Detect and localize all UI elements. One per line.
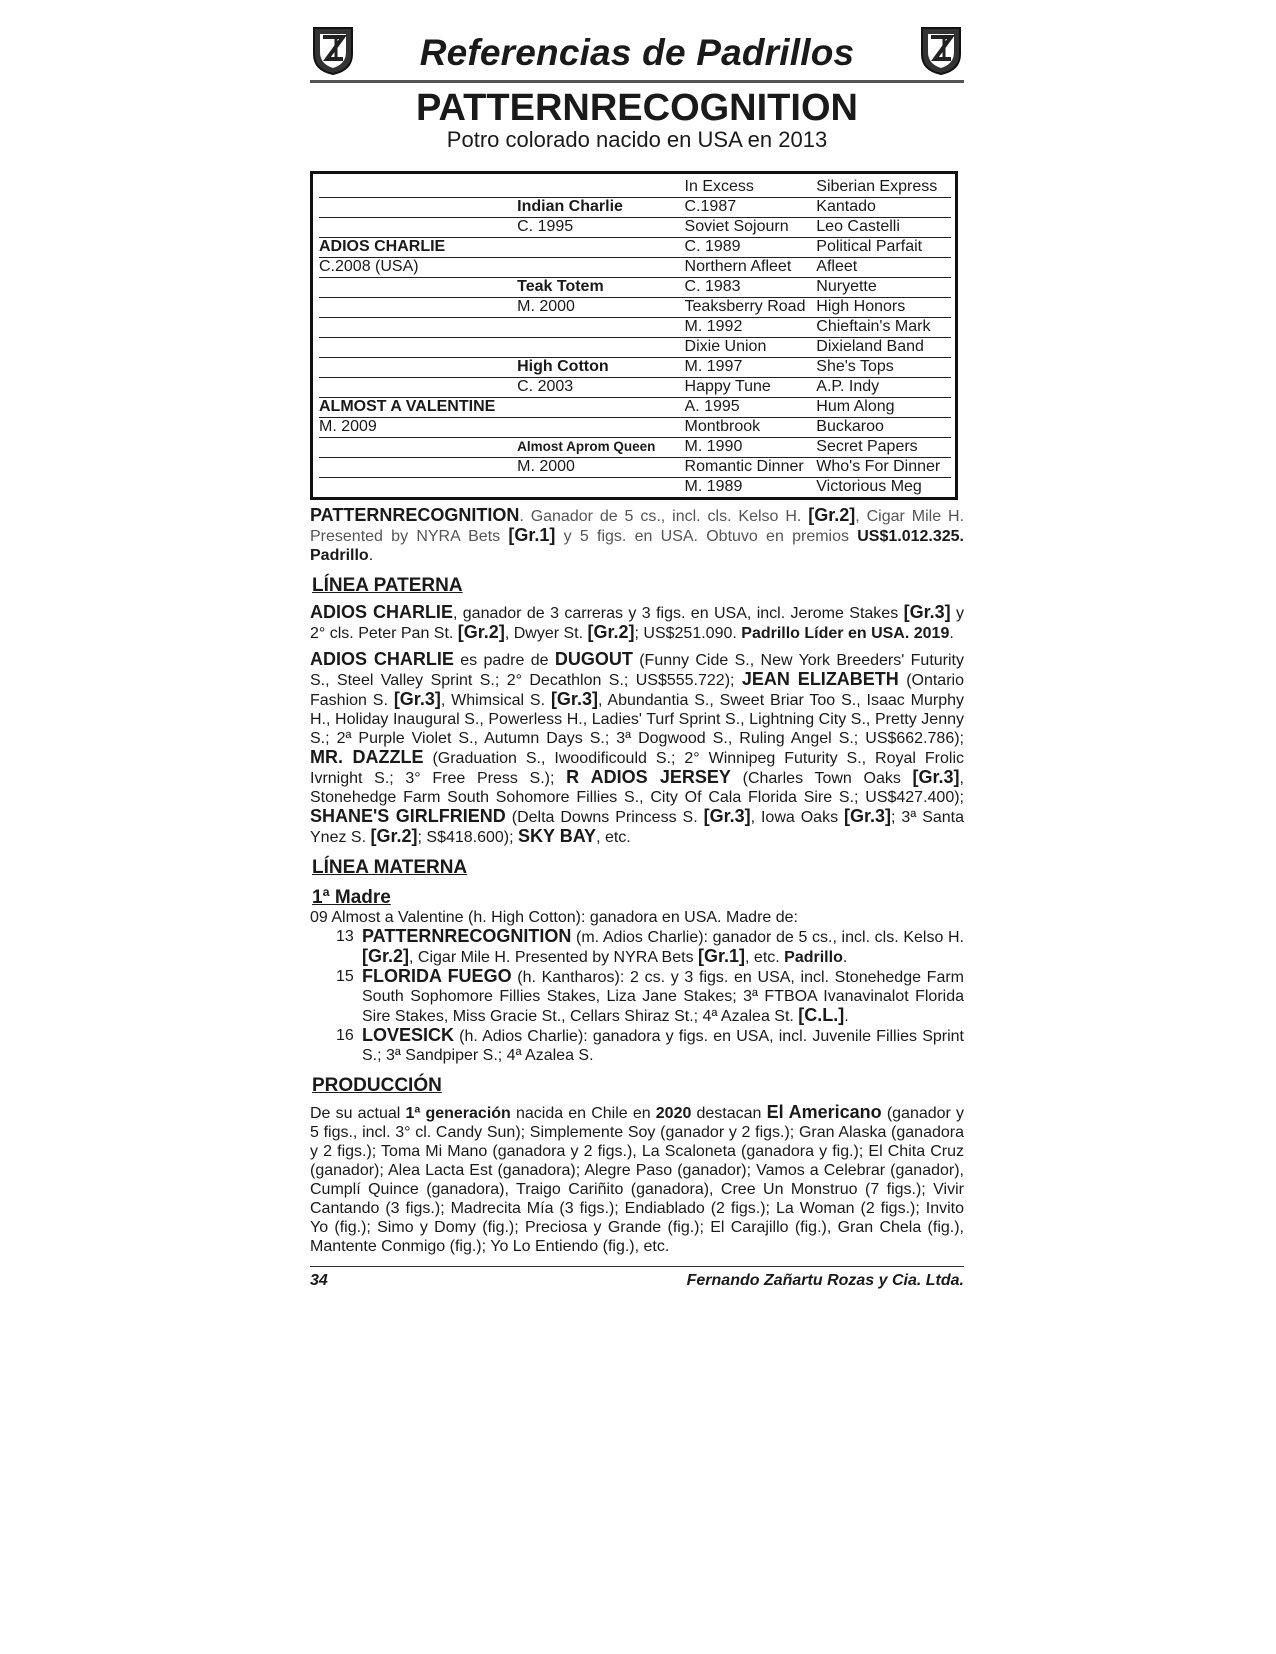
pedigree-cell — [517, 418, 684, 437]
pedigree-table — [310, 171, 958, 500]
pedigree-cell — [319, 178, 517, 197]
pedigree-cell: Indian Charlie — [517, 198, 623, 215]
pedigree-cell: Secret Papers — [816, 438, 918, 455]
text-run: y 2° cls. Peter Pan St. — [310, 605, 964, 642]
pedigree-cell: Montbrook — [684, 418, 761, 435]
offspring-name: SHANE'S GIRLFRIEND — [310, 806, 506, 826]
offspring-name: SKY BAY — [518, 826, 597, 846]
publisher: Fernando Zañartu Rozas y Cia. Ltda. — [686, 1272, 964, 1289]
grade-badge: [Gr.3] — [550, 689, 598, 709]
text-run: , ganador de 3 carreras y 3 figs. en USA, incl. Jerome Stakes — [452, 605, 904, 622]
grade-badge: [Gr.1] — [698, 946, 746, 966]
pedigree-cell: Siberian Express — [816, 178, 938, 195]
produccion-paragraph — [310, 1103, 964, 1256]
pedigree-row — [319, 358, 951, 378]
pedigree-cell: Teak Totem — [517, 278, 604, 295]
text-run: , Stonehedge Farm South Sohomore Fillies S., City Of Cala Florida Sire S.; US$427.400); — [310, 770, 964, 806]
pedigree-cell: Romantic Dinner — [684, 458, 804, 475]
pedigree-row — [319, 418, 951, 438]
pedigree-cell: Northern Afleet — [684, 258, 792, 275]
pedigree-cell: Political Parfait — [816, 238, 923, 255]
text-run: . — [368, 547, 374, 564]
offspring-name: DUGOUT — [554, 649, 633, 669]
pedigree-row — [319, 458, 951, 478]
pedigree-cell — [319, 318, 517, 337]
horse-name: PATTERNRECOGNITION — [416, 87, 858, 129]
offspring-entry — [336, 1026, 964, 1065]
pedigree-cell — [517, 238, 684, 257]
page-header-title: Referencias de Padrillos — [419, 32, 855, 73]
text-run: , etc. — [596, 829, 631, 846]
leader-note: Padrillo Líder en USA. 2019 — [741, 625, 950, 642]
pedigree-cell: C. 1995 — [517, 218, 574, 235]
offspring-entry — [336, 967, 964, 1026]
pedigree-cell — [319, 478, 517, 497]
text-run: y 5 figs. en USA. Obtuvo en premios — [555, 528, 858, 545]
pedigree-cell — [517, 178, 684, 197]
pedigree-cell — [319, 218, 517, 237]
madre-line: 09 Almost a Valentine (h. High Cotton): ganadora en USA. Madre de: — [310, 909, 798, 926]
pedigree-row — [319, 378, 951, 398]
text-run: destacan — [691, 1105, 767, 1122]
text-run: (ganador y 5 figs., incl. 3° cl. Candy Sun); Simplemente Soy (ganador y 2 figs.); Gran Alaska (ganadora y 2 figs.); Toma Mi Mano (ganadora y 2 figs.), La Scaloneta (ganadora y fig.); El Chita Cruz (ganador); Alea Lacta Est (ganadora); Alegre Paso (ganador); Vamos a Celebrar (ganador), Cumplí Quince (ganadora), Traigo Cariñito (ganadora), Cree Un Monstruo (7 figs.); Vivir Cantando (3 figs.); Madrecita Mía (3 figs.); Endiablado (2 figs.); La Woman (2 figs.); Invito Yo (fig.); Simo y Domy (fig.); Preciosa y Grande (fig.); El Carajillo (fig.), Gran Chela (fig.), Mantente Conmigo (fig.); Yo Lo Entiendo (fig.), etc. — [310, 1105, 965, 1255]
text-run: es padre de — [453, 652, 555, 669]
pedigree-cell — [319, 458, 517, 477]
page-footer — [310, 1272, 964, 1290]
grade-badge: [C.L.] — [798, 1005, 845, 1025]
offspring-name: PATTERNRECOGNITION — [362, 926, 572, 946]
pedigree-cell — [517, 478, 684, 497]
pedigree-row — [319, 318, 951, 338]
pedigree-cell: High Honors — [816, 298, 906, 315]
offspring-name: El Americano — [766, 1102, 882, 1122]
text-run: . — [844, 1008, 849, 1025]
offspring-year: 16 — [336, 1027, 354, 1044]
pedigree-cell: Victorious Meg — [816, 478, 922, 495]
linea-paterna-p2 — [310, 650, 964, 847]
footer-divider — [310, 1266, 964, 1267]
grade-badge: [Gr.3] — [903, 602, 951, 622]
page-header — [310, 22, 964, 82]
pedigree-cell: M. 1990 — [684, 438, 743, 455]
section-heading-produccion: PRODUCCIÓN — [312, 1075, 442, 1096]
pedigree-cell: C.1987 — [684, 198, 737, 215]
horse-name-inline: PATTERNRECOGNITION — [310, 505, 520, 525]
pedigree-row — [319, 238, 951, 258]
pedigree-cell — [319, 198, 517, 217]
pedigree-cell: M. 1997 — [684, 358, 743, 375]
pedigree-row — [319, 278, 951, 298]
pedigree-cell: C. 1983 — [684, 278, 741, 295]
pedigree-cell: Kantado — [816, 198, 876, 215]
pedigree-cell — [319, 438, 517, 457]
grade-badge: [Gr.3] — [393, 689, 441, 709]
header-divider — [310, 80, 964, 83]
text-run: , Iowa Oaks — [750, 809, 845, 826]
grade-badge: [Gr.3] — [703, 806, 751, 826]
grade-badge: [Gr.1] — [508, 525, 556, 545]
text-run: (Funny Cide S., New York Breeders' Futurity S., Steel Valley Sprint S.; 2° Decathlon S.; US$555.722); — [310, 652, 964, 689]
text-run: . — [949, 625, 954, 642]
pedigree-cell: Dixieland Band — [816, 338, 924, 355]
pedigree-cell — [517, 338, 684, 357]
pedigree-cell: M. 1989 — [684, 478, 743, 495]
grade-badge: [Gr.2] — [370, 826, 418, 846]
sire-name: ADIOS CHARLIE — [310, 649, 454, 669]
text-run: . — [842, 949, 848, 966]
pedigree-row — [319, 198, 951, 218]
text-run: 1ª generación — [405, 1105, 511, 1122]
pedigree-cell: Who's For Dinner — [816, 458, 941, 475]
offspring-name: R ADIOS JERSEY — [566, 767, 731, 787]
pedigree-cell — [319, 358, 517, 377]
text-run: (Charles Town Oaks — [730, 770, 913, 787]
text-run: (Ontario Fashion S. — [310, 672, 964, 709]
pedigree-row — [319, 438, 951, 458]
summary-paragraph — [310, 506, 964, 565]
section-heading-linea-paterna: LÍNEA PATERNA — [312, 575, 463, 596]
pedigree-row — [319, 398, 951, 418]
pedigree-row — [319, 258, 951, 278]
grade-badge: [Gr.2] — [587, 622, 635, 642]
text-run: 2020 — [655, 1105, 692, 1122]
offspring-name: MR. DAZZLE — [310, 747, 424, 767]
offspring-entry — [336, 927, 964, 967]
grade-badge: [Gr.3] — [844, 806, 892, 826]
pedigree-cell — [517, 318, 684, 337]
horse-description: Potro colorado nacido en USA en 2013 — [446, 127, 828, 152]
linea-paterna-p1 — [310, 603, 964, 643]
pedigree-cell: She's Tops — [816, 358, 894, 375]
document-page — [310, 22, 964, 1290]
text-run: . Ganador de 5 cs., incl. cls. Kelso H. — [519, 508, 809, 525]
text-run: (Delta Downs Princess S. — [505, 809, 704, 826]
text-run: , Dwyer St. — [504, 625, 588, 642]
pedigree-cell — [319, 298, 517, 317]
pedigree-cell: M. 1992 — [684, 318, 743, 335]
pedigree-cell: Hum Along — [816, 398, 895, 415]
pedigree-cell: Buckaroo — [816, 418, 884, 435]
madre-heading: 1ª Madre — [312, 887, 391, 908]
pedigree-cell — [319, 378, 517, 397]
grade-badge: [Gr.2] — [808, 505, 856, 525]
earnings: US$1.012.325. Padrillo — [310, 528, 964, 564]
pedigree-cell: M. 2000 — [517, 298, 575, 315]
pedigree-cell: A.P. Indy — [816, 378, 880, 395]
text-run: , etc. — [745, 949, 785, 966]
pedigree-cell: M. 2000 — [517, 458, 575, 475]
pedigree-cell — [319, 278, 517, 297]
text-run: nacida en Chile en — [510, 1105, 656, 1122]
fz-shield-logo-icon — [918, 24, 964, 76]
pedigree-row — [319, 298, 951, 318]
offspring-name: JEAN ELIZABETH — [741, 669, 899, 689]
text-run: ; US$251.090. — [634, 625, 742, 642]
text-run: (h. Adios Charlie): ganadora y figs. en USA, incl. Juvenile Fillies Sprint S.; 3ª Sandpiper S.; 4ª Azalea S. — [362, 1028, 964, 1064]
pedigree-row — [319, 218, 951, 238]
pedigree-cell — [517, 398, 684, 417]
grade-badge: [Gr.2] — [362, 946, 410, 966]
text-run: , Cigar Mile H. Presented by NYRA Bets — [310, 508, 964, 545]
pedigree-cell: Almost Aprom Queen — [517, 439, 656, 454]
pedigree-cell — [319, 338, 517, 357]
pedigree-row — [319, 478, 951, 497]
pedigree-cell: Chieftain's Mark — [816, 318, 931, 335]
grade-badge: [Gr.2] — [457, 622, 505, 642]
pedigree-cell: Leo Castelli — [816, 218, 900, 235]
pedigree-cell: ALMOST A VALENTINE — [319, 398, 496, 415]
text-run: Padrillo — [784, 949, 843, 966]
pedigree-cell: Nuryette — [816, 278, 877, 295]
pedigree-cell: Soviet Sojourn — [684, 218, 789, 235]
text-run: ; S$418.600); — [417, 829, 519, 846]
pedigree-cell: High Cotton — [517, 358, 609, 375]
pedigree-row — [319, 338, 951, 358]
offspring-name: FLORIDA FUEGO — [362, 966, 512, 986]
text-run: , Cigar Mile H. Presented by NYRA Bets — [409, 949, 699, 966]
text-run: De su actual — [310, 1105, 406, 1122]
page-number: 34 — [310, 1272, 328, 1289]
text-run: (h. Kantharos): 2 cs. y 3 figs. en USA, incl. Stonehedge Farm South Sophomore Fillies Stakes, Liza Jane Stakes; 3ª FTBOA Ivanavinalot Florida Sire Stakes, Miss Gracie St., Cellars Shiraz St.; 4ª Azalea St. — [362, 969, 965, 1025]
pedigree-cell — [517, 258, 684, 277]
pedigree-cell: C.2008 (USA) — [319, 258, 419, 275]
pedigree-cell: Dixie Union — [684, 338, 767, 355]
pedigree-cell: Teaksberry Road — [684, 298, 806, 315]
grade-badge: [Gr.3] — [912, 767, 960, 787]
section-heading-linea-materna: LÍNEA MATERNA — [312, 857, 468, 878]
pedigree-cell: C. 2003 — [517, 378, 574, 395]
text-run: , Abundantia S., Sweet Briar Too S., Isaac Murphy H., Holiday Inaugural S., Powerless H., Ladies' Turf Sprint S., Lightning City S., Pretty Jenny S.; 2ª Purple Violet S., Autumn Days S.; 3ª Dogwood S., Ruling Angel S.; US$662.786); — [310, 692, 965, 747]
text-run: , Whimsical S. — [440, 692, 551, 709]
offspring-name: LOVESICK — [362, 1025, 455, 1045]
offspring-year: 13 — [336, 928, 354, 945]
pedigree-cell: In Excess — [684, 178, 754, 195]
text-run: (Graduation S., Iwoodificould S.; 2° Winnipeg Futurity S., Royal Frolic Ivrnight S.; 3° Free Press S.); — [310, 750, 965, 787]
text-run: ; 3ª Santa Ynez S. — [310, 809, 964, 846]
pedigree-cell: Happy Tune — [684, 378, 771, 395]
pedigree-cell: ADIOS CHARLIE — [319, 238, 446, 255]
pedigree-cell: Afleet — [816, 258, 858, 275]
sire-name: ADIOS CHARLIE — [310, 602, 453, 622]
pedigree-cell: M. 2009 — [319, 418, 377, 435]
pedigree-row — [319, 178, 951, 198]
offspring-year: 15 — [336, 968, 354, 985]
pedigree-cell: C. 1989 — [684, 238, 741, 255]
pedigree-cell: A. 1995 — [684, 398, 740, 415]
text-run: (m. Adios Charlie): ganador de 5 cs., incl. cls. Kelso H. — [571, 929, 964, 946]
